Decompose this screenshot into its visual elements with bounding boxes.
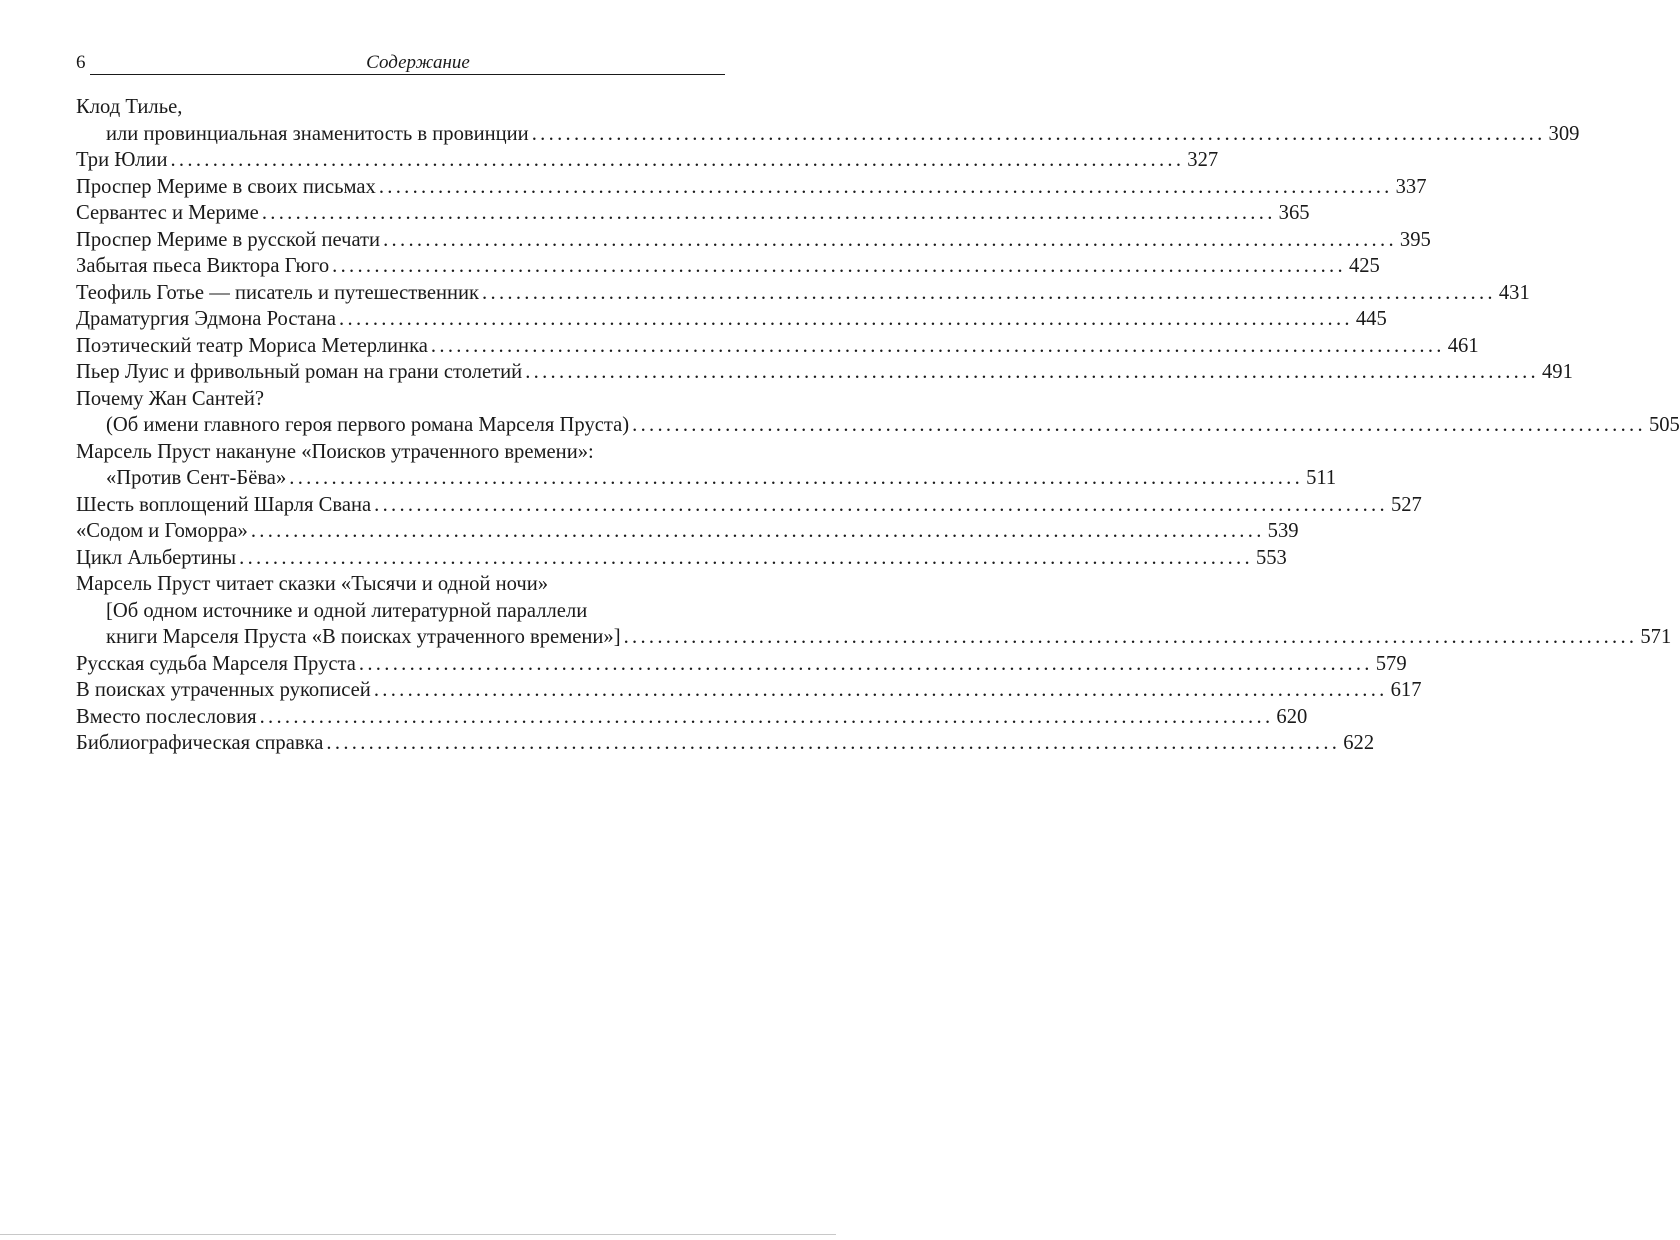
toc-entry — [76, 306, 1387, 333]
toc-line — [76, 359, 1573, 386]
toc-line — [76, 386, 720, 413]
toc-entry — [76, 147, 1219, 174]
toc-entry — [76, 545, 1287, 572]
toc-page-number: 309 — [1548, 122, 1580, 145]
toc-page-number: 461 — [1447, 334, 1479, 357]
toc-entry-title: Забытая пьеса Виктора Гюго — [76, 255, 330, 277]
toc-page-number: 505 — [1648, 414, 1680, 436]
dot-leader: ........................................................................................................................ — [259, 705, 1274, 728]
toc-entry-title: Цикл Альбертины — [76, 546, 237, 569]
toc-line — [76, 253, 1380, 280]
toc-line — [76, 280, 1530, 307]
toc-entry-title: Поэтический театр Мориса Метерлинка — [76, 334, 428, 357]
toc-entry — [76, 386, 1680, 439]
dot-leader: ........................................................................................................................ — [430, 334, 1445, 357]
toc-line — [76, 651, 1407, 678]
dot-leader: ........................................................................................................................ — [332, 255, 1346, 277]
toc-page-number: 617 — [1390, 679, 1422, 701]
toc-entry-title: Почему Жан Сантей? — [76, 387, 265, 410]
toc-entry — [76, 333, 1479, 360]
toc-line — [76, 492, 1422, 519]
toc-page-number: 511 — [1306, 467, 1337, 489]
toc-page-number: 571 — [1640, 626, 1672, 648]
toc-entry — [76, 492, 1422, 519]
toc-entry-title: Клод Тилье, — [76, 96, 183, 118]
toc-entry-title: Вместо послесловия — [76, 705, 257, 728]
toc-entry-title: Проспер Мериме в русской печати — [76, 228, 381, 251]
toc-entry-title: Пьер Луис и фривольный роман на грани столетий — [76, 361, 523, 383]
toc-entry-title: книги Марселя Пруста «В поисках утраченного времени»] — [106, 626, 621, 648]
toc-page-number: 491 — [1542, 361, 1573, 383]
dot-leader: ........................................................................................................................ — [482, 281, 1496, 304]
dot-leader: ........................................................................................................................ — [632, 414, 1646, 436]
running-title: Содержание — [356, 52, 480, 74]
toc-entry — [76, 200, 1310, 227]
toc-entry-title: Проспер Мериме в своих письмах — [76, 175, 376, 198]
toc-entry — [76, 94, 1580, 147]
toc-line — [76, 518, 1299, 545]
toc-page-number: 425 — [1348, 255, 1380, 277]
toc-line — [76, 598, 720, 625]
dot-leader: ........................................................................................................................ — [289, 467, 1304, 489]
dot-leader: ........................................................................................................................ — [326, 732, 1341, 754]
toc-line — [76, 624, 1672, 651]
dot-leader: ........................................................................................................................ — [623, 626, 1638, 648]
toc-entry-title: [Об одном источнике и одной литературной параллели — [106, 599, 588, 622]
toc-page-number: 579 — [1375, 652, 1407, 675]
toc-entry — [76, 280, 1530, 307]
toc-entry-title: Шесть воплощений Шарля Свана — [76, 493, 372, 516]
toc-entry-title: Марсель Пруст накануне «Поисков утраченного времени»: — [76, 440, 594, 463]
toc-line — [76, 730, 1375, 757]
toc-entry — [76, 571, 1672, 651]
dot-leader: ........................................................................................................................ — [525, 361, 1539, 383]
toc-page-number: 445 — [1355, 308, 1387, 330]
toc-entry-title: Русская судьба Марселя Пруста — [76, 652, 356, 675]
toc-entry-title: Марсель Пруст читает сказки «Тысячи и одной ночи» — [76, 573, 549, 595]
page-number: 6 — [76, 52, 92, 74]
dot-leader: ........................................................................................................................ — [250, 520, 1265, 542]
toc-entry — [76, 730, 1375, 757]
dot-leader: ........................................................................................................................ — [261, 202, 1276, 224]
toc-entry-title: «Содом и Гоморра» — [76, 520, 248, 542]
toc-entry — [76, 651, 1407, 678]
toc-line — [76, 121, 1580, 148]
toc-entry-title: или провинциальная знаменитость в провинции — [106, 122, 529, 145]
toc-entry — [76, 518, 1299, 545]
page-bottom-edge — [0, 1234, 836, 1235]
toc-line — [76, 200, 1310, 227]
dot-leader: ........................................................................................................................ — [374, 493, 1388, 516]
toc-entry-title: В поисках утраченных рукописей — [76, 679, 371, 701]
dot-leader: ........................................................................................................................ — [170, 149, 1185, 171]
toc-page-number: 365 — [1278, 202, 1310, 224]
dot-leader: ........................................................................................................................ — [378, 175, 1393, 198]
toc-page-number: 553 — [1255, 546, 1287, 569]
toc-entry-title: (Об имени главного героя первого романа Марселя Пруста) — [106, 414, 630, 436]
dot-leader: ........................................................................................................................ — [383, 228, 1397, 251]
toc-line — [76, 412, 1680, 439]
toc-entry — [76, 174, 1427, 201]
toc-line — [76, 306, 1387, 333]
toc-entry — [76, 227, 1431, 254]
toc-page-number: 622 — [1343, 732, 1375, 754]
toc-line — [76, 333, 1479, 360]
toc-page-number: 395 — [1399, 228, 1431, 251]
dot-leader: ........................................................................................................................ — [339, 308, 1353, 330]
toc-page-number: 539 — [1267, 520, 1299, 542]
toc-line — [76, 545, 1287, 572]
toc-line — [76, 174, 1427, 201]
dot-leader: ........................................................................................................................ — [373, 679, 1388, 701]
table-of-contents — [76, 94, 1680, 757]
toc-line — [76, 677, 1422, 704]
toc-line — [76, 571, 720, 598]
toc-entry — [76, 253, 1380, 280]
toc-page-number: 527 — [1390, 493, 1422, 516]
toc-line — [76, 147, 1219, 174]
running-header — [76, 52, 725, 76]
toc-entry-title: Теофиль Готье — писатель и путешественник — [76, 281, 480, 304]
toc-page-number: 337 — [1395, 175, 1427, 198]
toc-line — [76, 439, 720, 466]
dot-leader: ........................................................................................................................ — [358, 652, 1373, 675]
toc-entry — [76, 439, 1337, 492]
dot-leader: ........................................................................................................................ — [531, 122, 1546, 145]
toc-entry-title: «Против Сент-Бёва» — [106, 467, 287, 489]
toc-line — [76, 465, 1337, 492]
toc-entry-title: Сервантес и Мериме — [76, 202, 259, 224]
toc-line — [76, 94, 720, 121]
toc-entry-title: Библиографическая справка — [76, 732, 324, 754]
toc-entry — [76, 677, 1422, 704]
toc-page-number: 327 — [1187, 149, 1219, 171]
toc-page-number: 620 — [1276, 705, 1308, 728]
toc-entry-title: Драматургия Эдмона Ростана — [76, 308, 337, 330]
toc-entry — [76, 704, 1308, 731]
header-rule — [90, 74, 725, 75]
toc-entry-title: Три Юлии — [76, 149, 168, 171]
toc-line — [76, 704, 1308, 731]
dot-leader: ........................................................................................................................ — [239, 546, 1253, 569]
toc-line — [76, 227, 1431, 254]
toc-entry — [76, 359, 1573, 386]
toc-page-number: 431 — [1498, 281, 1530, 304]
